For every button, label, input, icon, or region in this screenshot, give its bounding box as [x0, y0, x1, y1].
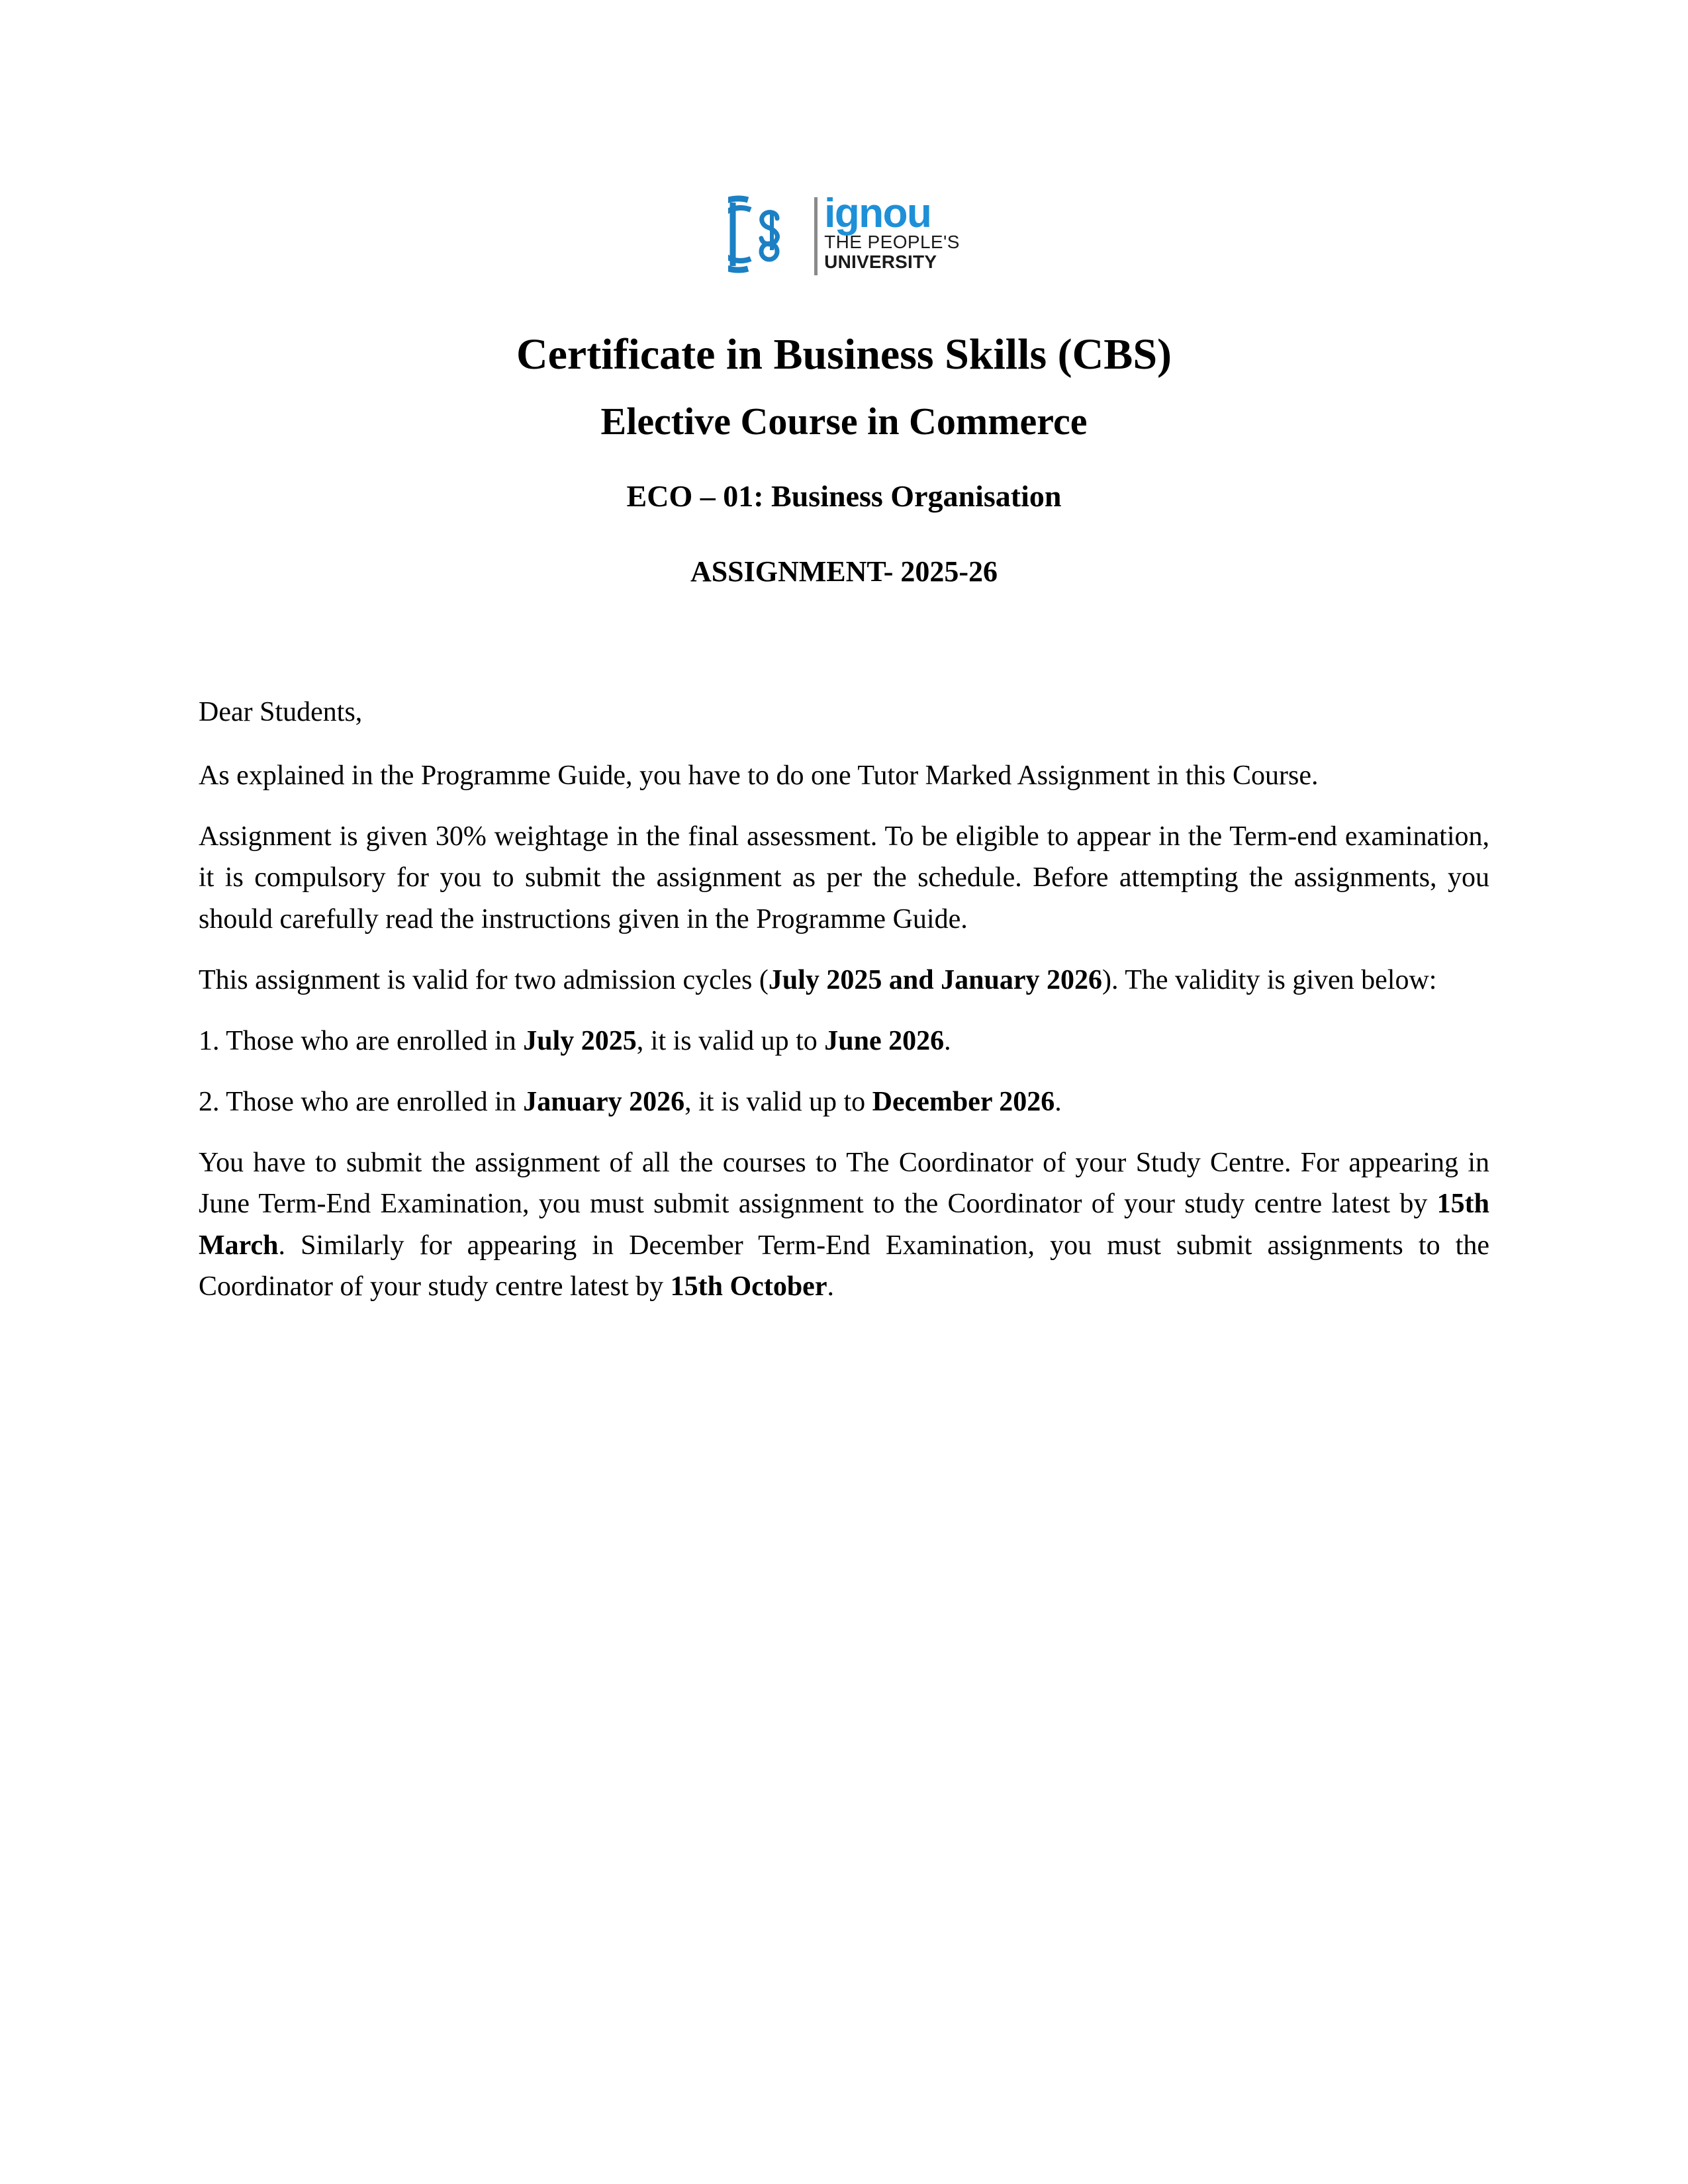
paragraph-validity	[199, 960, 1489, 1001]
list-item-1-pre: 1. Those who are enrolled in	[199, 1025, 524, 1056]
page-title: Certificate in Business Skills (CBS)	[516, 330, 1172, 379]
logo-inner	[728, 193, 960, 279]
list-item-2	[199, 1081, 1489, 1122]
paragraph-weightage: Assignment is given 30% weightage in the final assessment. To be eligible to appear in the Term-end examination, it is compulsory for you to submit the assignment as per the schedule. Before attempting the assignments, you should carefully read the instructions given in the Programme Guide.	[199, 821, 1489, 934]
page-subtitle: Elective Course in Commerce	[600, 400, 1088, 443]
submission-text-pre: You have to submit the assignment of all the courses to The Coordinator of your Study Centre. For appearing in June Term-End Examination, you must submit assignment to the Coordinator of your study centre latest by	[199, 1148, 1489, 1220]
list-item-1-mid: , it is valid up to	[636, 1025, 825, 1056]
list-item-1-cycle: July 2025	[523, 1025, 637, 1056]
logo-tagline-line1: THE PEOPLE'S	[824, 232, 960, 253]
body-content	[199, 692, 1489, 1307]
ignou-logo	[0, 193, 1688, 279]
list-item-2-cycle: January 2026	[523, 1087, 685, 1118]
validity-text-post: ). The validity is given below:	[1102, 964, 1437, 995]
assignment-session-title: ASSIGNMENT- 2025-26	[690, 555, 998, 588]
list-item-1-validity: June 2026	[824, 1025, 945, 1056]
logo-divider	[814, 197, 818, 275]
list-item-1	[199, 1021, 1489, 1062]
list-item-2-mid: , it is valid up to	[684, 1087, 872, 1118]
salutation: Dear Students,	[199, 697, 363, 727]
logo-tagline-line2: UNIVERSITY	[824, 251, 937, 273]
submission-deadline-march: 15th March	[199, 1189, 1489, 1261]
logo-text-group	[824, 193, 960, 279]
list-item-1-post: .	[944, 1025, 951, 1056]
list-item-2-validity: December 2026	[872, 1087, 1055, 1118]
list-item-2-post: .	[1055, 1087, 1062, 1118]
submission-text-post: .	[827, 1271, 834, 1302]
validity-cycles-bold: July 2025 and January 2026	[768, 964, 1102, 995]
course-code-title: ECO – 01: Business Organisation	[626, 479, 1062, 513]
list-item-2-pre: 2. Those who are enrolled in	[199, 1087, 524, 1118]
submission-text-mid: . Similarly for appearing in December Term-End Examination, you must submit assignments to the Coordinator of your study centre latest by	[199, 1230, 1489, 1302]
submission-deadline-october: 15th October	[670, 1271, 827, 1302]
logo-wordmark: ignou	[824, 191, 931, 236]
paragraph-intro: As explained in the Programme Guide, you have to do one Tutor Marked Assignment in this Course.	[199, 760, 1319, 792]
validity-text-pre: This assignment is valid for two admission cycles (	[199, 964, 769, 995]
ignou-emblem-icon	[728, 193, 810, 275]
paragraph-submission	[199, 1142, 1489, 1307]
